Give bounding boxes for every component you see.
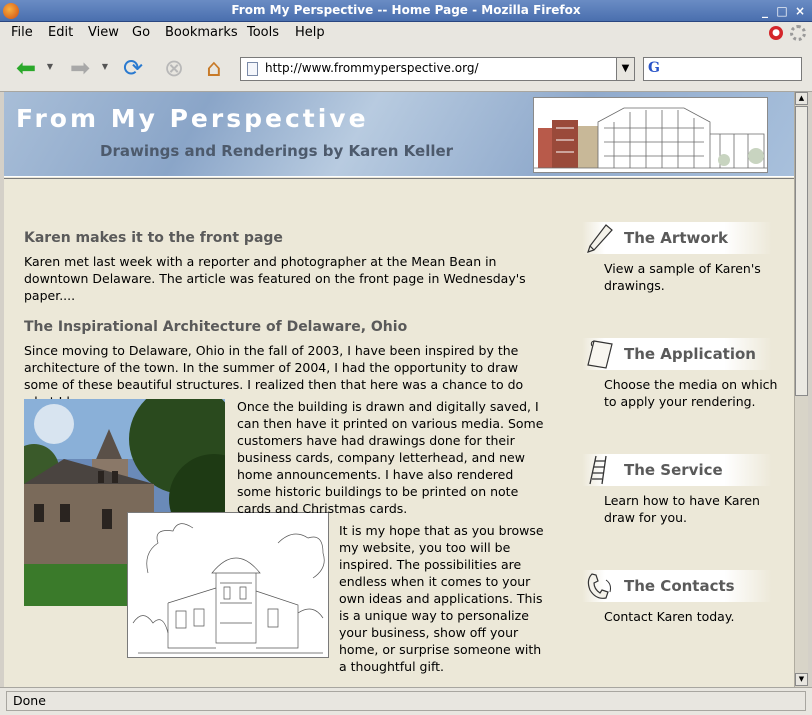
article-intro-architecture: Since moving to Delaware, Ohio in the fall of 2003, I have been inspired by the architecture of the town. In the summer of 2004, I had the opportunity to draw some of these beautiful structures. I realized then that here was a chance to do: [24, 343, 524, 392]
navigation-toolbar: [0, 44, 812, 92]
status-bar: [0, 687, 812, 715]
menu-view[interactable]: View: [88, 25, 119, 40]
site-subtitle: Drawings and Renderings by Karen Keller: [100, 142, 454, 160]
url-history-dropdown-icon[interactable]: ▼: [616, 58, 634, 80]
stop-badge-icon[interactable]: ●: [769, 26, 783, 40]
forward-dropdown-icon[interactable]: ▼: [101, 62, 109, 71]
menu-help[interactable]: Help: [295, 25, 325, 40]
site-banner: [4, 92, 794, 176]
sidebar-desc-service: Learn how to have Karen draw for you.: [604, 493, 760, 525]
menu-go[interactable]: Go: [132, 25, 151, 40]
menu-bookmarks[interactable]: Bookmarks: [165, 25, 238, 40]
stop-button[interactable]: ⊗: [163, 54, 185, 82]
sidebar-item-artwork[interactable]: [582, 222, 772, 254]
forward-button[interactable]: ➡: [69, 54, 91, 82]
vertical-scrollbar[interactable]: [794, 92, 808, 687]
sidebar-item-label: The Application: [624, 345, 756, 363]
window-title: From My Perspective -- Home Page - Mozilla Firefox: [231, 3, 581, 17]
back-button[interactable]: ⬅: [15, 54, 37, 82]
scroll-thumb[interactable]: [795, 106, 808, 396]
pencil-icon: [584, 222, 616, 254]
scroll-up-button[interactable]: ▲: [795, 92, 808, 105]
status-text: Done: [6, 691, 806, 711]
sidebar-item-label: The Artwork: [624, 229, 729, 247]
minimize-button[interactable]: _: [762, 4, 768, 18]
menubar: [0, 22, 812, 44]
maximize-button[interactable]: □: [776, 4, 788, 18]
sidebar-item-label: The Contacts: [624, 577, 735, 595]
scroll-down-button[interactable]: ▼: [795, 673, 808, 686]
paper-icon: [584, 338, 616, 370]
url-input[interactable]: [265, 61, 615, 75]
article-heading-front-page[interactable]: Karen makes it to the front page: [24, 230, 283, 246]
article-para-inspired: It is my hope that as you browse my website, you too will be inspired. The possibilities are endless when it comes to your own ideas and applications. This is a unique way to personalize your business, show off your home, or surprise someone with a thoughtful gift.: [339, 523, 544, 674]
page-icon: [247, 62, 258, 76]
throbber-icon: [790, 25, 806, 41]
sidebar-desc-application: Choose the media on which to apply your rendering.: [604, 377, 778, 409]
reload-button[interactable]: ⟳: [122, 54, 144, 82]
menu-tools[interactable]: Tools: [247, 25, 280, 40]
url-bar[interactable]: [240, 57, 635, 81]
article-heading-architecture[interactable]: The Inspirational Architecture of Delaware, Ohio: [24, 319, 408, 335]
sidebar-item-service[interactable]: [582, 454, 772, 486]
site-title: From My Perspective: [16, 104, 369, 133]
sidebar-item-application[interactable]: [582, 338, 772, 370]
window-titlebar: [0, 0, 812, 22]
article-body-front-page: Karen met last week with a reporter and photographer at the Mean Bean in downtown Delaware. The article was featured on the front page in Wednesday's paper....: [24, 254, 526, 303]
google-icon[interactable]: G: [648, 60, 660, 76]
sidebar-item-contacts[interactable]: [582, 570, 772, 602]
sidebar-desc-artwork: View a sample of Karen's drawings.: [604, 261, 761, 293]
building-sketch-drawing: [127, 512, 329, 658]
menu-file[interactable]: File: [11, 25, 33, 40]
banner-building-sketch: [533, 97, 768, 173]
search-box[interactable]: [643, 57, 802, 81]
page-viewport: [4, 92, 794, 687]
home-button[interactable]: ⌂: [206, 54, 222, 82]
ladder-icon: [584, 454, 616, 486]
close-button[interactable]: ×: [794, 4, 806, 18]
sidebar-desc-contacts: Contact Karen today.: [604, 609, 735, 624]
back-dropdown-icon[interactable]: ▼: [46, 62, 54, 71]
phone-icon: [584, 570, 616, 602]
menu-edit[interactable]: Edit: [48, 25, 74, 40]
sidebar-item-label: The Service: [624, 461, 723, 479]
article-para-printing: Once the building is drawn and digitally saved, I can then have it printed on various media. Some customers have had drawings done for their business cards, company letterhead, and new home announcements. I have also rendered some historic buildings to be printed on note cards and Christmas cards.: [237, 399, 544, 516]
